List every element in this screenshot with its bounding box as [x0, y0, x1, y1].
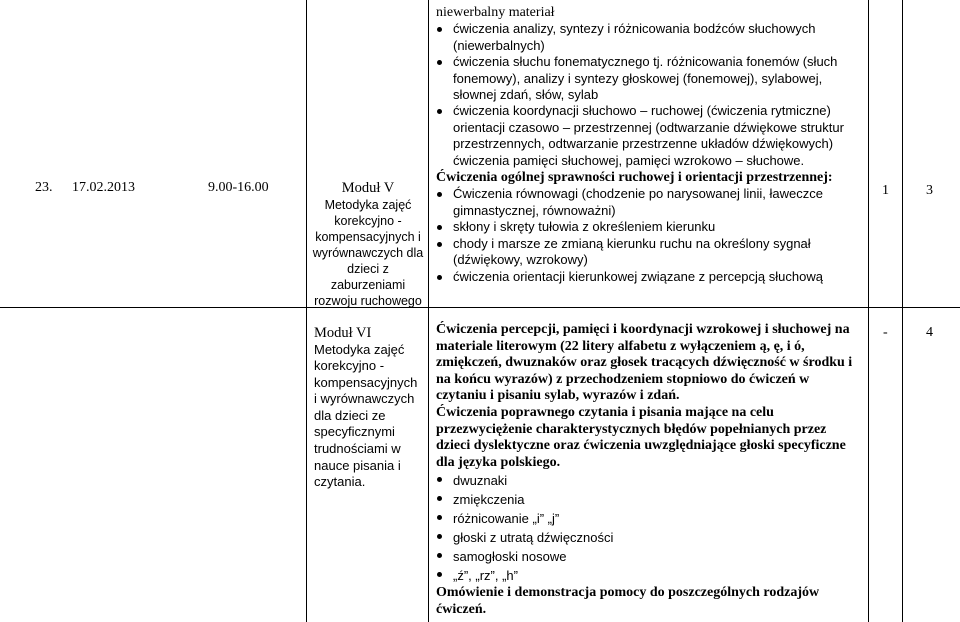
module-description: Metodyka zajęć korekcyjno - kompensacyjnych i wyrównawczych dla dzieci z zaburzeniami rozwoju ruchowego: [312, 197, 424, 308]
session-date: 17.02.2013: [72, 180, 135, 195]
list-item: ćwiczenia słuchu fonematycznego tj. różnicowania fonemów (słuch fonemowy), analizy i syntezy głoskowej (fonemowej), sylabowej, słownej zdań, słów, sylab: [436, 54, 866, 103]
module-description: Metodyka zajęć korekcyjno - kompensacyjnych i wyrównawczych dla dzieci ze specyficznymi trudnościami w nauce pisania i czytania.: [314, 341, 418, 490]
list-item: Ćwiczenia równowagi (chodzenie po narysowanej linii, ławeczce gimnastycznej, równoważni): [436, 186, 866, 219]
hours-theory: 1: [882, 183, 889, 198]
list-item: zmiękczenia: [436, 490, 860, 509]
module-vi-cell: [314, 325, 420, 491]
module-title: Moduł VI: [314, 325, 372, 341]
list-item: „ź”, „rz”, „h”: [436, 566, 860, 585]
memory-exercises: ćwiczenia pamięci słuchowej, pamięci wzrokowo – słuchowe.: [453, 152, 805, 168]
module-title: Moduł V: [341, 180, 395, 196]
column-divider-module-left: [306, 0, 307, 622]
content-heading: niewerbalny materiał: [436, 5, 555, 20]
list-item: dwuznaki: [436, 471, 860, 490]
hours-theory: -: [883, 325, 888, 340]
bold-paragraph: Ćwiczenia poprawnego czytania i pisania mające na celu przezwyciężenie charakterystycznych błędów popełnianych przez dzieci dyslektyczne oraz ćwiczenia uwzględniające głoski specyficzne dla języka polskiego.: [436, 404, 846, 470]
column-divider-content-right: [868, 0, 869, 622]
module-v-cell: [310, 180, 426, 309]
row-number: 23.: [35, 180, 53, 195]
column-divider-content-left: [428, 0, 429, 622]
list-item: samogłoski nosowe: [436, 547, 860, 566]
session-time: 9.00-16.00: [208, 180, 269, 195]
hours-practice: 4: [926, 325, 933, 340]
content-cell-row1: [436, 5, 866, 285]
bold-paragraph: Ćwiczenia percepcji, pamięci i koordynacji wzrokowej i słuchowej na materiale literowym (22 litery alfabetu z wyłączeniem ą, ę, i ó, zmiękczeń, dwuznaków oraz głosek tracących dźwięczność w środku i na końcu wyrazów) z przechodzeniem stopniowo do ćwiczeń w czytaniu i pisaniu sylab, wyrazów i zdań.: [436, 322, 853, 404]
list-item: ćwiczenia orientacji kierunkowej związane z percepcją słuchową: [436, 269, 866, 285]
content-cell-row2: [436, 322, 860, 619]
list-item: ćwiczenia analizy, syntezy i różnicowania bodźców słuchowych (niewerbalnych): [436, 21, 866, 54]
closing-text: Omówienie i demonstracja pomocy do poszczególnych rodzajów ćwiczeń.: [436, 585, 820, 617]
row-divider: [0, 307, 960, 308]
list-item: skłony i skręty tułowia z określeniem kierunku: [436, 219, 866, 235]
list-item: chody i marsze ze zmianą kierunku ruchu na określony sygnał (dźwiękowy, wzrokowy): [436, 236, 866, 269]
list-item: różnicowanie „i” „j”: [436, 509, 860, 528]
exercise-list-motor: [436, 186, 866, 284]
column-divider-hours: [902, 0, 903, 622]
hours-practice: 3: [926, 183, 933, 198]
section-heading: Ćwiczenia ogólnej sprawności ruchowej i orientacji przestrzennej:: [436, 170, 833, 186]
exercise-list-top: [436, 21, 866, 152]
sound-list: [436, 471, 860, 585]
list-item: ćwiczenia koordynacji słuchowo – ruchowej (ćwiczenia rytmiczne) orientacji czasowo – przestrzennej (odtwarzanie dźwiękowe struktur przestrzennych, odtwarzanie przestrzenne układów dźwiękowych): [436, 103, 866, 152]
list-item: głoski z utratą dźwięczności: [436, 528, 860, 547]
